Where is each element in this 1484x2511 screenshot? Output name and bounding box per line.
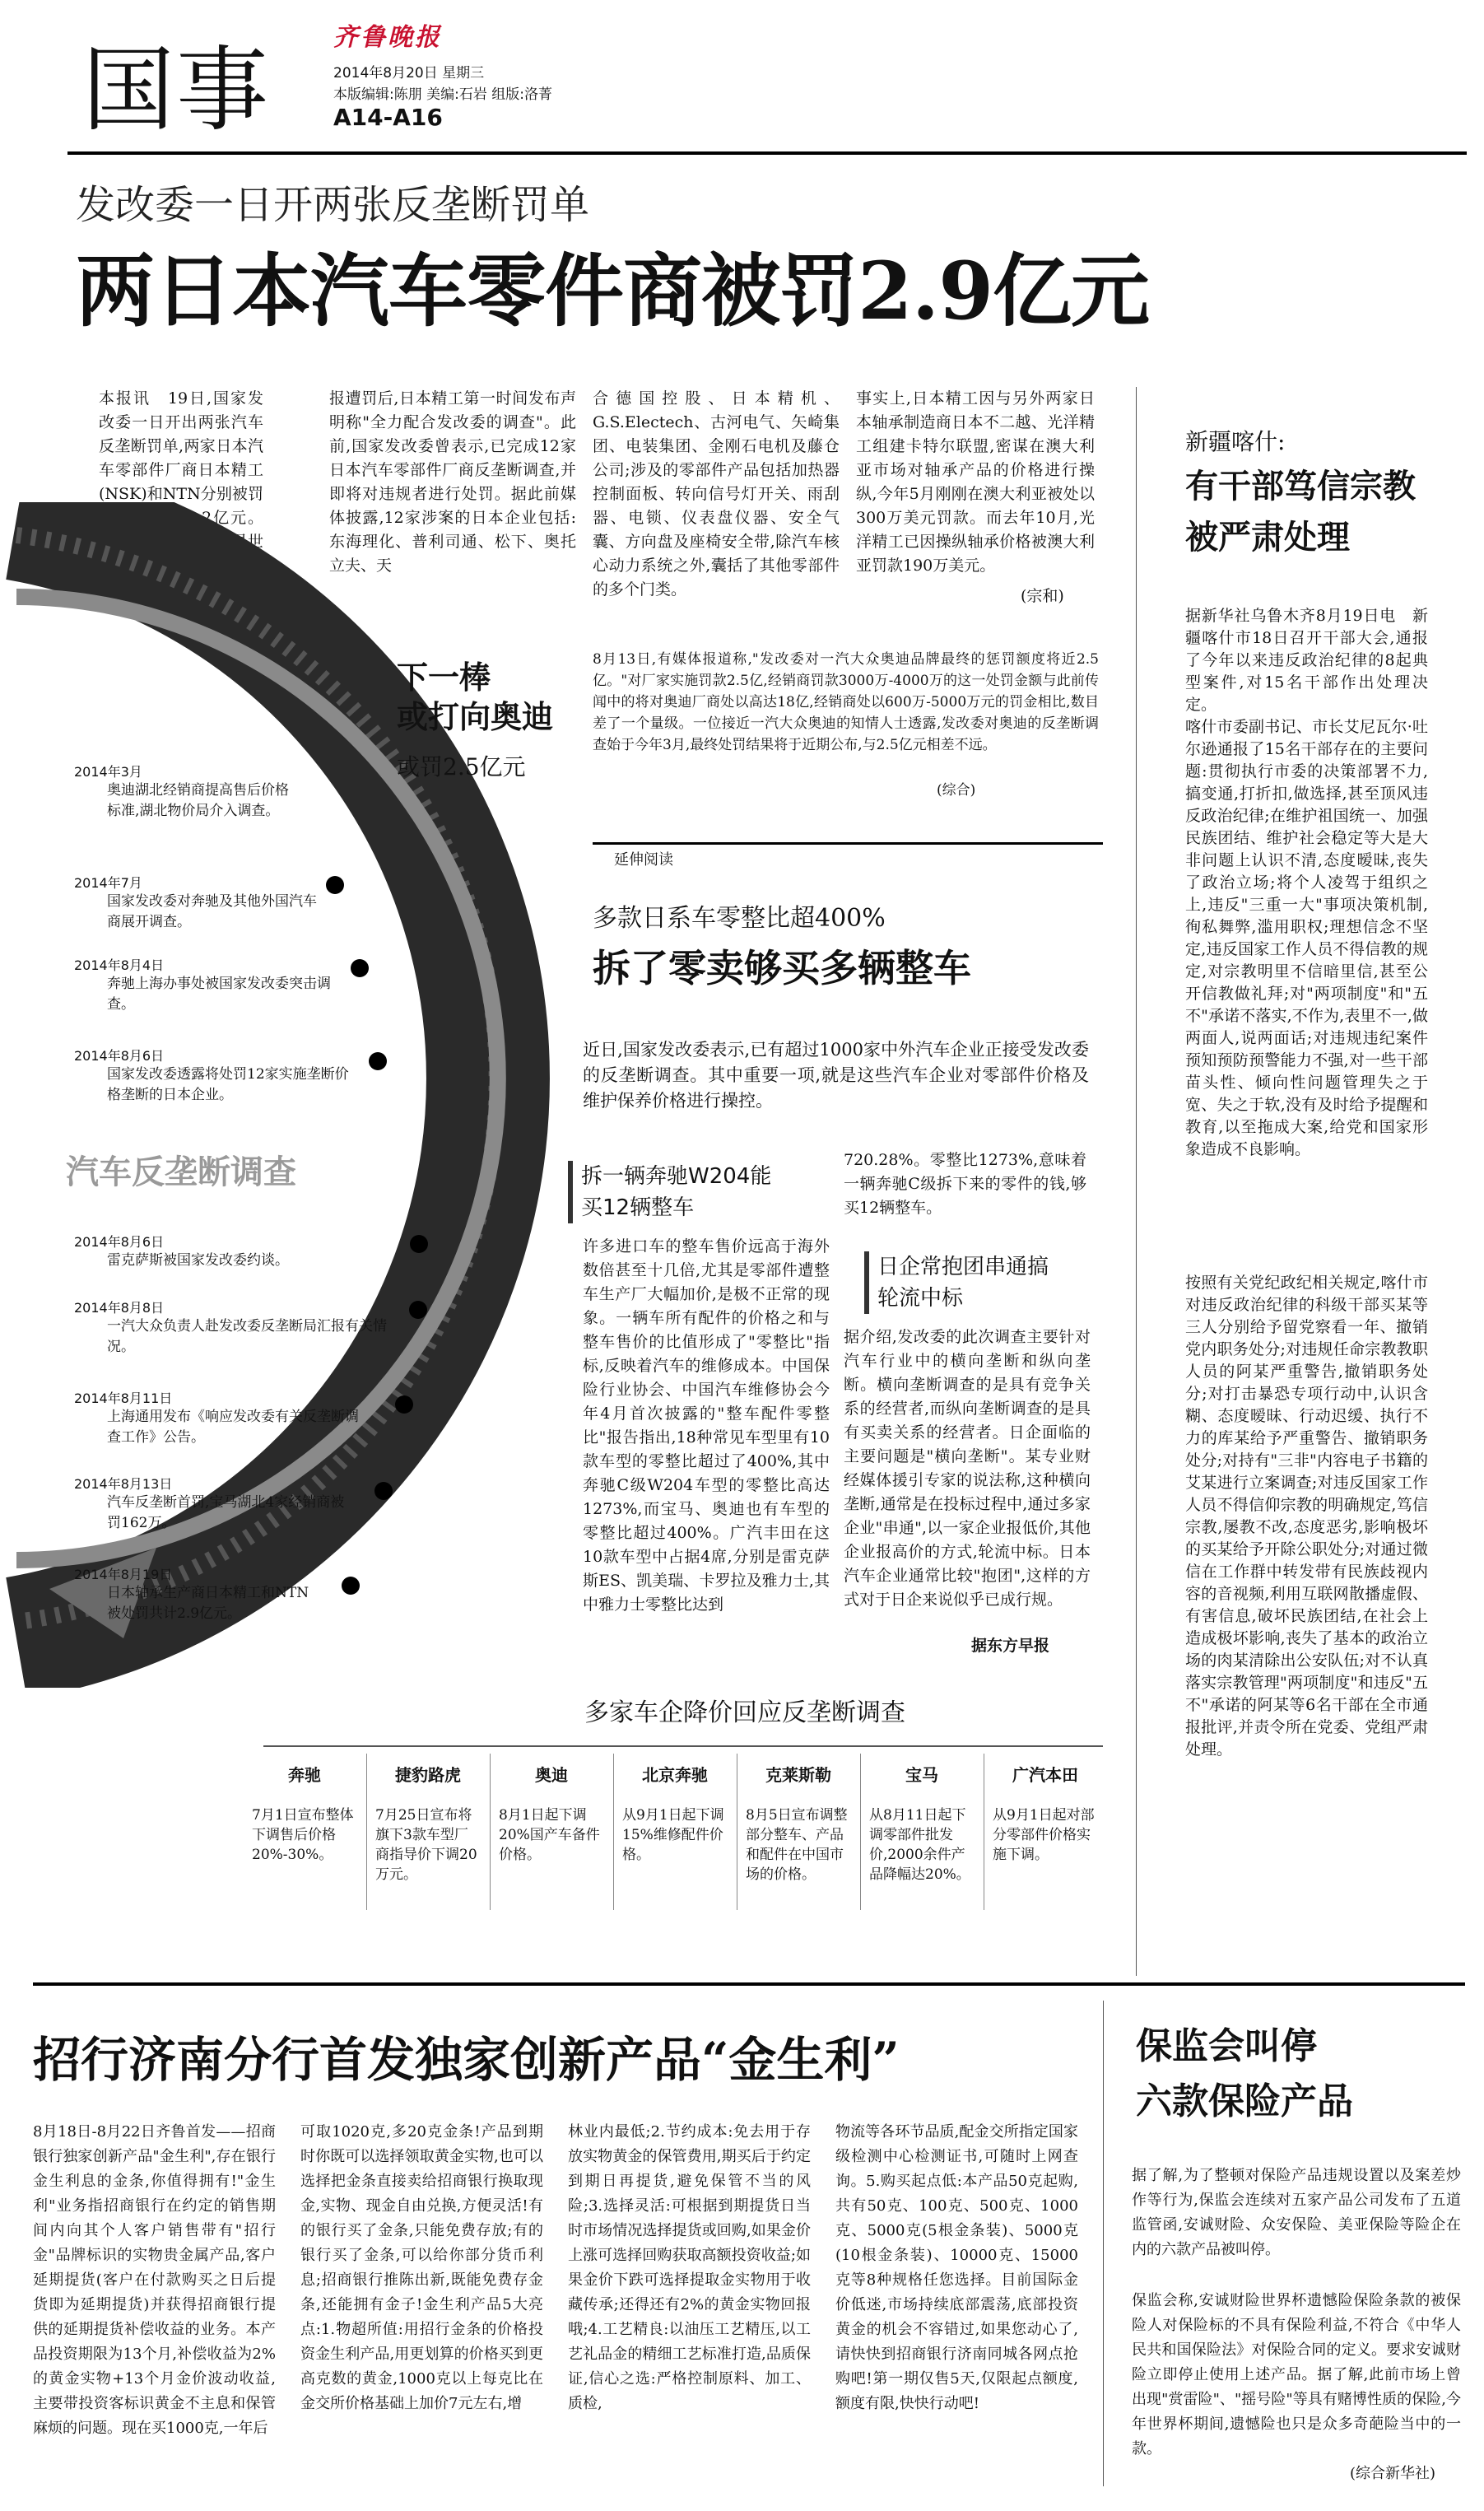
paper-logo: 齐鲁晚报 [333,23,442,52]
brand-item [988,1762,1103,1865]
timeline-dot [351,959,369,977]
xinjiang-title-2: 被严肃处理 [1185,518,1350,557]
price-cuts-title: 多家车企降价回应反垄断调查 [584,1698,905,1727]
timeline-date: 2014年8月4日 [74,957,165,973]
audi-credit: (综合) [937,782,976,799]
timeline-item [74,1297,387,1358]
extended-col-2: 据介绍,发改委的此次调查主要针对汽车行业中的横向垄断和纵向垄断。横向垄断调查的是具有竞争关系的经营者,而纵向垄断调查的是具有买卖关系的经营者。日企面临的主要问题是"横向垄断"。某专业财经媒体援引专家的说法称,这种横向垄断,通常是在投标过程中,通过多家企业"串通",以一家企业报低价,其他企业报高价的方式,轮流中标。日本汽车企业通常比较"抱团",这样的方式对于日企来说似乎已成行规。 [844,1328,1091,1609]
extended-rule [593,842,1103,845]
brand-text: 从9月1日起下调15%维修配件价格。 [622,1807,724,1863]
brand-name: 广汽本田 [1012,1765,1078,1785]
timeline-label: 汽车反垄断调查 [66,1153,296,1191]
brand-divider [860,1754,861,1910]
xinjiang-body-3: 按照有关党纪政纪相关规定,喀什市对违反政治纪律的科级干部买某等三人分别给予留党察看一年、撤销党内职务处分;对违规任命宗教教职人员的阿某严重警告,撤销职务处分;对打击暴恐专项行动中,认识含糊、态度暧昧、行动迟缓、执行不力的库某给予严重警告、撤销职务处分;对持有"三非"内容电子书籍的艾某进行立案调查;对违反国家工作人员不得信仰宗教的明确规定,笃信宗教,屡教不改,态度恶劣,影响极坏的买某给予开除公职处分;对通过微信在工作群中转发带有民族歧视内容的音视频,利用互联网散播虚假、有害信息,破坏民族团结,在社会上造成极坏影响,丧失了基本的政治立场的肉某清除出公安队伍;对不认真落实宗教管理"两项制度"和违反"五不"承诺的阿某等6名干部在全市通报批评,并责令所在党委、党组严肃处理。 [1185,1274,1428,1759]
brand-item [494,1762,609,1865]
brand-item [370,1762,486,1884]
extended-credit: 据东方早报 [971,1637,1050,1655]
price-cuts-rule [263,1745,1103,1747]
timeline-date: 2014年8月8日 [74,1300,165,1316]
ad-headline: 招行济南分行首发独家创新产品“金生利” [33,2032,900,2088]
brand-name: 宝马 [905,1765,938,1785]
ad-col-4: 物流等各环节品质,配金交所指定国家级检测中心检测证书,可随时上网查询。5.购买起点低:本产品50克起购,共有50克、100克、500克、1000克、5000克(5根金条装)、5000克(10根金条装)、10000克、15000克等8种规格任您选择。目前国际金价低迷,市场持续底部震荡,底部投资黄金的机会不容错过,如果您动心了,请快快到招商银行济南同城各网点抢购吧!第一期仅售5天,仅限起点额度,额度有限,快快行动吧! [835,2123,1078,2412]
timeline-text: 日本轴承生产商日本精工和NTN被处罚共计2.9亿元。 [107,1585,309,1622]
timeline-item [74,1046,354,1106]
brand-text: 8月1日起下调20%国产车备件价格。 [499,1807,600,1863]
brand-divider [366,1754,367,1910]
insurance-title-1: 保监会叫停 [1136,2025,1317,2067]
timeline-dot [326,876,344,894]
timeline-date: 2014年3月 [74,764,142,780]
page-range: A14-A16 [333,104,443,131]
extended-col-2-top: 720.28%。零整比1273%,意味着一辆奔驰C级拆下来的零件的钱,够买12辆整车。 [844,1151,1086,1217]
extended-headline: 拆了零卖够买多辆整车 [593,946,971,990]
brand-name: 北京奔驰 [642,1765,708,1785]
ad-col-1: 8月18日-8月22日齐鲁首发——招商银行独家创新产品"金生利",存在银行金生利息的金条,你值得拥有!"金生利"业务指招商银行在约定的销售期间内向其个人客户销售带有"招行金"品牌标识的实物贵金属产品,客户延期提货(客户在付款购买之日后提货即为延期提货)并获得招商银行提供的延期提货补偿收益的业务。本产品投资期限为13个月,补偿收益为2%的黄金实物+13个月金价波动收益,主要带投资客标识黄金不主息和保管麻烦的问题。现在买1000克,一年后 [33,2123,276,2437]
main-kicker: 发改委一日开两张反垄断罚单 [76,182,590,228]
main-col-4: 事实上,日本精工因与另外两家日本轴承制造商日本不二越、光洋精工组建卡特尔联盟,密谋在澳大利亚市场对轴承产品的价格进行操纵,今年5月刚刚在澳大利亚被处以300万美元罚款。而去年10月,光洋精工已因操纵轴承价格被澳大利亚罚款190万美元。 [856,389,1095,575]
timeline-text: 奔驰上海办事处被国家发改委突击调查。 [107,976,331,1013]
brand-name: 克莱斯勒 [765,1765,831,1785]
main-headline: 两日本汽车零件商被罚2.9亿元 [76,245,1150,338]
insurance-body-1: 据了解,为了整顿对保险产品违规设置以及案差炒作等行为,保监会连续对五家产品公司发布了五道监管函,安诚财险、众安保险、美亚保险等险企在内的六款产品被叫停。 [1132,2167,1461,2258]
xinjiang-body-1: 据新华社乌鲁木齐8月19日电 新疆喀什市18日召开干部大会,通报了今年以来违反政治纪律的8起典型案件,对15名干部作出处理决定。 [1185,607,1428,714]
timeline-item [74,1474,346,1534]
audi-title-1: 下一棒 [397,659,491,696]
timeline-date: 2014年8月6日 [74,1234,165,1250]
insurance-divider [1103,2001,1104,2486]
timeline-text: 国家发改委对奔驰及其他外国汽车商展开调查。 [107,893,317,930]
timeline-text: 国家发改委透露将处罚12家实施垄断价格垄断的日本企业。 [107,1066,349,1103]
main-credit: (宗和) [1021,587,1064,605]
timeline-text: 雷克萨斯被国家发改委约谈。 [107,1252,289,1269]
extended-sub-1: 拆一辆奔驰W204能买12辆整车 [568,1161,783,1223]
timeline-dot [410,1235,428,1253]
xinjiang-body-2: 喀什市委副书记、市长艾尼瓦尔·吐尔逊通报了15名干部存在的主要问题:贯彻执行市委的决策部署不力,搞变通,打折扣,做选择,甚至顶风违反政治纪律;在维护祖国统一、加强民族团结、维护社会稳定等大是大非问题上认识不清,态度暧昧,丧失了政治立场;将个人凌驾于组织之上,违反"三重一大"事项决策机制,徇私舞弊,滥用职权;理想信念不坚定,违反国家工作人员不得信教的规定,对宗教明里不信暗里信,甚至公开信教做礼拜;对"两项制度"和"五不"承诺不落实,不作为,表里不一,做两面人,说两面话;对违规违纪案件预知预防预警能力不强,对一些干部苗头性、倾向性问题管理失之于宽、失之于软,没有及时给予提醒和教育,以至拖成大案,给党和国家形象造成不良影响。 [1185,718,1428,1158]
main-col-3: 合德国控股、日本精机、G.S.Electech、古河电气、矢崎集团、电装集团、金刚石电机及藤仓公司;涉及的零部件产品包括加热器控制面板、转向信号灯开关、雨刮器、电锁、仪表盘仪器、安全气囊、方向盘及座椅安全带,除汽车核心动力系统之外,囊括了其他零部件的多个门类。 [593,389,840,599]
main-col-2: 报遭罚后,日本精工第一时间发布声明称"全力配合发改委的调查"。此前,国家发改委曾表示,已完成12家日本汽车零部件厂商反垄断调查,并即将对违规者进行处罚。据此前媒体披露,12家涉案的日本企业包括:东海理化、普利司通、松下、奥托立夫、天 [329,389,576,575]
date-line: 2014年8月20日 星期三 [333,65,485,82]
timeline-dot [369,1052,387,1070]
timeline-date: 2014年8月6日 [74,1048,165,1064]
brand-item [247,1762,362,1865]
brand-item [741,1762,856,1884]
timeline-item [74,1232,395,1271]
brand-name: 奔驰 [288,1765,321,1785]
timeline-text: 奥迪湖北经销商提高售后价格标准,湖北物价局介入调查。 [107,782,289,819]
xinjiang-title-1: 有干部笃信宗教 [1185,467,1416,505]
section-title: 国事 [82,37,270,144]
extended-kicker: 多款日系车零整比超400% [593,904,886,933]
ad-col-3: 林业内最低;2.节约成本:免去用于存放实物黄金的保管费用,期买后于约定到期日再提货,避免保管不当的风险;3.选择灵活:可根据到期提货日当时市场情况选择提货或回购,如果金价上涨可选择回购获取高额投资收益;如果金价下跌可选择提取金实物用于收藏传承;还得还有2%的黄金实物回报哦;4.工艺精良:以油压工艺精压,以工艺礼品金的精细工艺标准打造,品质保证,信心之选:严格控制原料、加工、质检, [568,2123,811,2412]
bottom-rule [33,1982,1465,1986]
xinjiang-location: 新疆喀什: [1185,428,1286,455]
masthead-rule [67,151,1467,155]
brand-divider [490,1754,491,1910]
timeline-text: 上海通用发布《响应发改委有关反垄断调查工作》公告。 [107,1409,359,1446]
sidebar-divider [1136,387,1137,1976]
timeline-dot [374,1482,393,1500]
brand-text: 8月5日宣布调整部分整车、产品和配件在中国市场的价格。 [746,1807,848,1883]
extended-sub-2: 日企常抱团串通搞轮流中标 [864,1251,1067,1314]
timeline-dot [395,1395,413,1414]
brand-item [617,1762,733,1865]
brand-name: 奥迪 [535,1765,568,1785]
brand-text: 7月25日宣布将旗下3款车型厂商指导价下调20万元。 [375,1807,477,1883]
insurance-title-2: 六款保险产品 [1136,2080,1353,2122]
timeline-item [74,955,346,1015]
ad-col-2: 可取1020克,多20克金条!产品到期时你既可以选择领取黄金实物,也可以选择把金条直接卖给招商银行换取现金,实物、现金自由兑换,方便灵活!有的银行买了金条,只能免费存放;有的银行买了金条,可以给你部分货币利息;招商银行推陈出新,既能免费存金条,还能拥有金子!金生利产品5大亮点:1.物超所值:用招行金条的价格投资金生利产品,用更划算的价格买到更高克数的黄金,1000克以上每克比在金交所价格基础上加价7元左右,增 [300,2123,543,2412]
timeline-date: 2014年8月11日 [74,1391,173,1406]
extended-lead: 近日,国家发改委表示,已有超过1000家中外汽车企业正接受发改委的反垄断调查。其中重要一项,就是这些汽车企业对零部件价格及维护保养价格进行操控。 [583,1040,1089,1111]
brand-name: 捷豹路虎 [395,1765,461,1785]
timeline-item [74,1388,370,1448]
timeline-item [74,762,296,822]
brand-text: 从9月1日起对部分零部件价格实施下调。 [993,1807,1095,1863]
timeline-dot [409,1301,427,1319]
timeline-item [74,873,321,933]
audi-body: 8月13日,有媒体报道称,"发改委对一汽大众奥迪品牌最终的惩罚额度将近2.5亿。"对厂家实施罚款2.5亿,经销商罚款3000万-4000万的这一处罚金额与此前传闻中的将对奥迪厂商处以高达18亿,经销商处以600万-5000万元的罚金相比,数目差了一个量级。一位接近一汽大众奥迪的知情人士透露,发改委对奥迪的反垄断调查始于今年3月,最终处罚结果将于近期公布,与2.5亿元相差不远。 [593,651,1099,753]
staff-line: 本版编辑:陈朋 美编:石岩 组版:洛菁 [333,86,552,103]
brand-text: 从8月11日起下调零部件批发价,2000余件产品降幅达20%。 [869,1807,970,1883]
extended-col-1: 许多进口车的整车售价远高于海外数倍甚至十几倍,尤其是零部件遭整车生产厂大幅加价,是极不正常的现象。一辆车所有配件的价格之和与整车售价的比值形成了"零整比"指标,反映着汽车的维修成本。中国保险行业协会、中国汽车维修协会今年4月首次披露的"整车配件零整比"报告指出,18种常见车型里有10款车型的零整比超过了400%,其中奔驰C级W204车型的零整比高达1273%,而宝马、奥迪也有车型的零整比超过400%。广汽丰田在这10款车型中占据4席,分别是雷克萨斯ES、凯美瑞、卡罗拉及雅力士,其中雅力士零整比达到 [583,1237,830,1614]
timeline-text: 一汽大众负责人赴发改委反垄断局汇报有关情况。 [107,1318,387,1355]
timeline-dot [342,1577,360,1595]
insurance-body-2: 保监会称,安诚财险世界杯遗憾险保险条款的被保险人对保险标的不具有保险利益,不符合《中华人民共和国保险法》对保险合同的定义。要求安诚财险立即停止使用上述产品。据了解,此前市场上曾出现"赏雷险"、"摇号险"等具有赌博性质的保险,今年世界杯期间,遗憾险也只是众多奇葩险当中的一款。 [1132,2292,1461,2457]
timeline-date: 2014年7月 [74,875,142,891]
audi-subtitle: 或罚2.5亿元 [397,753,526,780]
main-col-1: 本报讯 19日,国家发改委一日开出两张汽车反垄断罚单,两家日本汽车零部件厂商日本精工(NSK)和NTN分别被罚1.74亿元和1.2亿元。日本精工和NTN都是世界上最大的轴承生产商之一。此次被发改委通 [99,389,263,599]
audi-title-2: 或打向奥迪 [397,698,554,735]
brand-divider [613,1754,614,1910]
extended-tag: 延伸阅读 [609,848,678,869]
insurance-credit: (综合新华社) [1350,2465,1436,2482]
timeline-date: 2014年8月13日 [74,1476,173,1492]
timeline-text: 汽车反垄断首罚,宝马湖北4家经销商被罚162万。 [107,1494,345,1531]
timeline-date: 2014年8月19日 [74,1567,173,1582]
brand-item [864,1762,979,1884]
timeline-item [74,1564,321,1624]
brand-text: 7月1日宣布整体下调售后价格20%-30%。 [252,1807,354,1863]
